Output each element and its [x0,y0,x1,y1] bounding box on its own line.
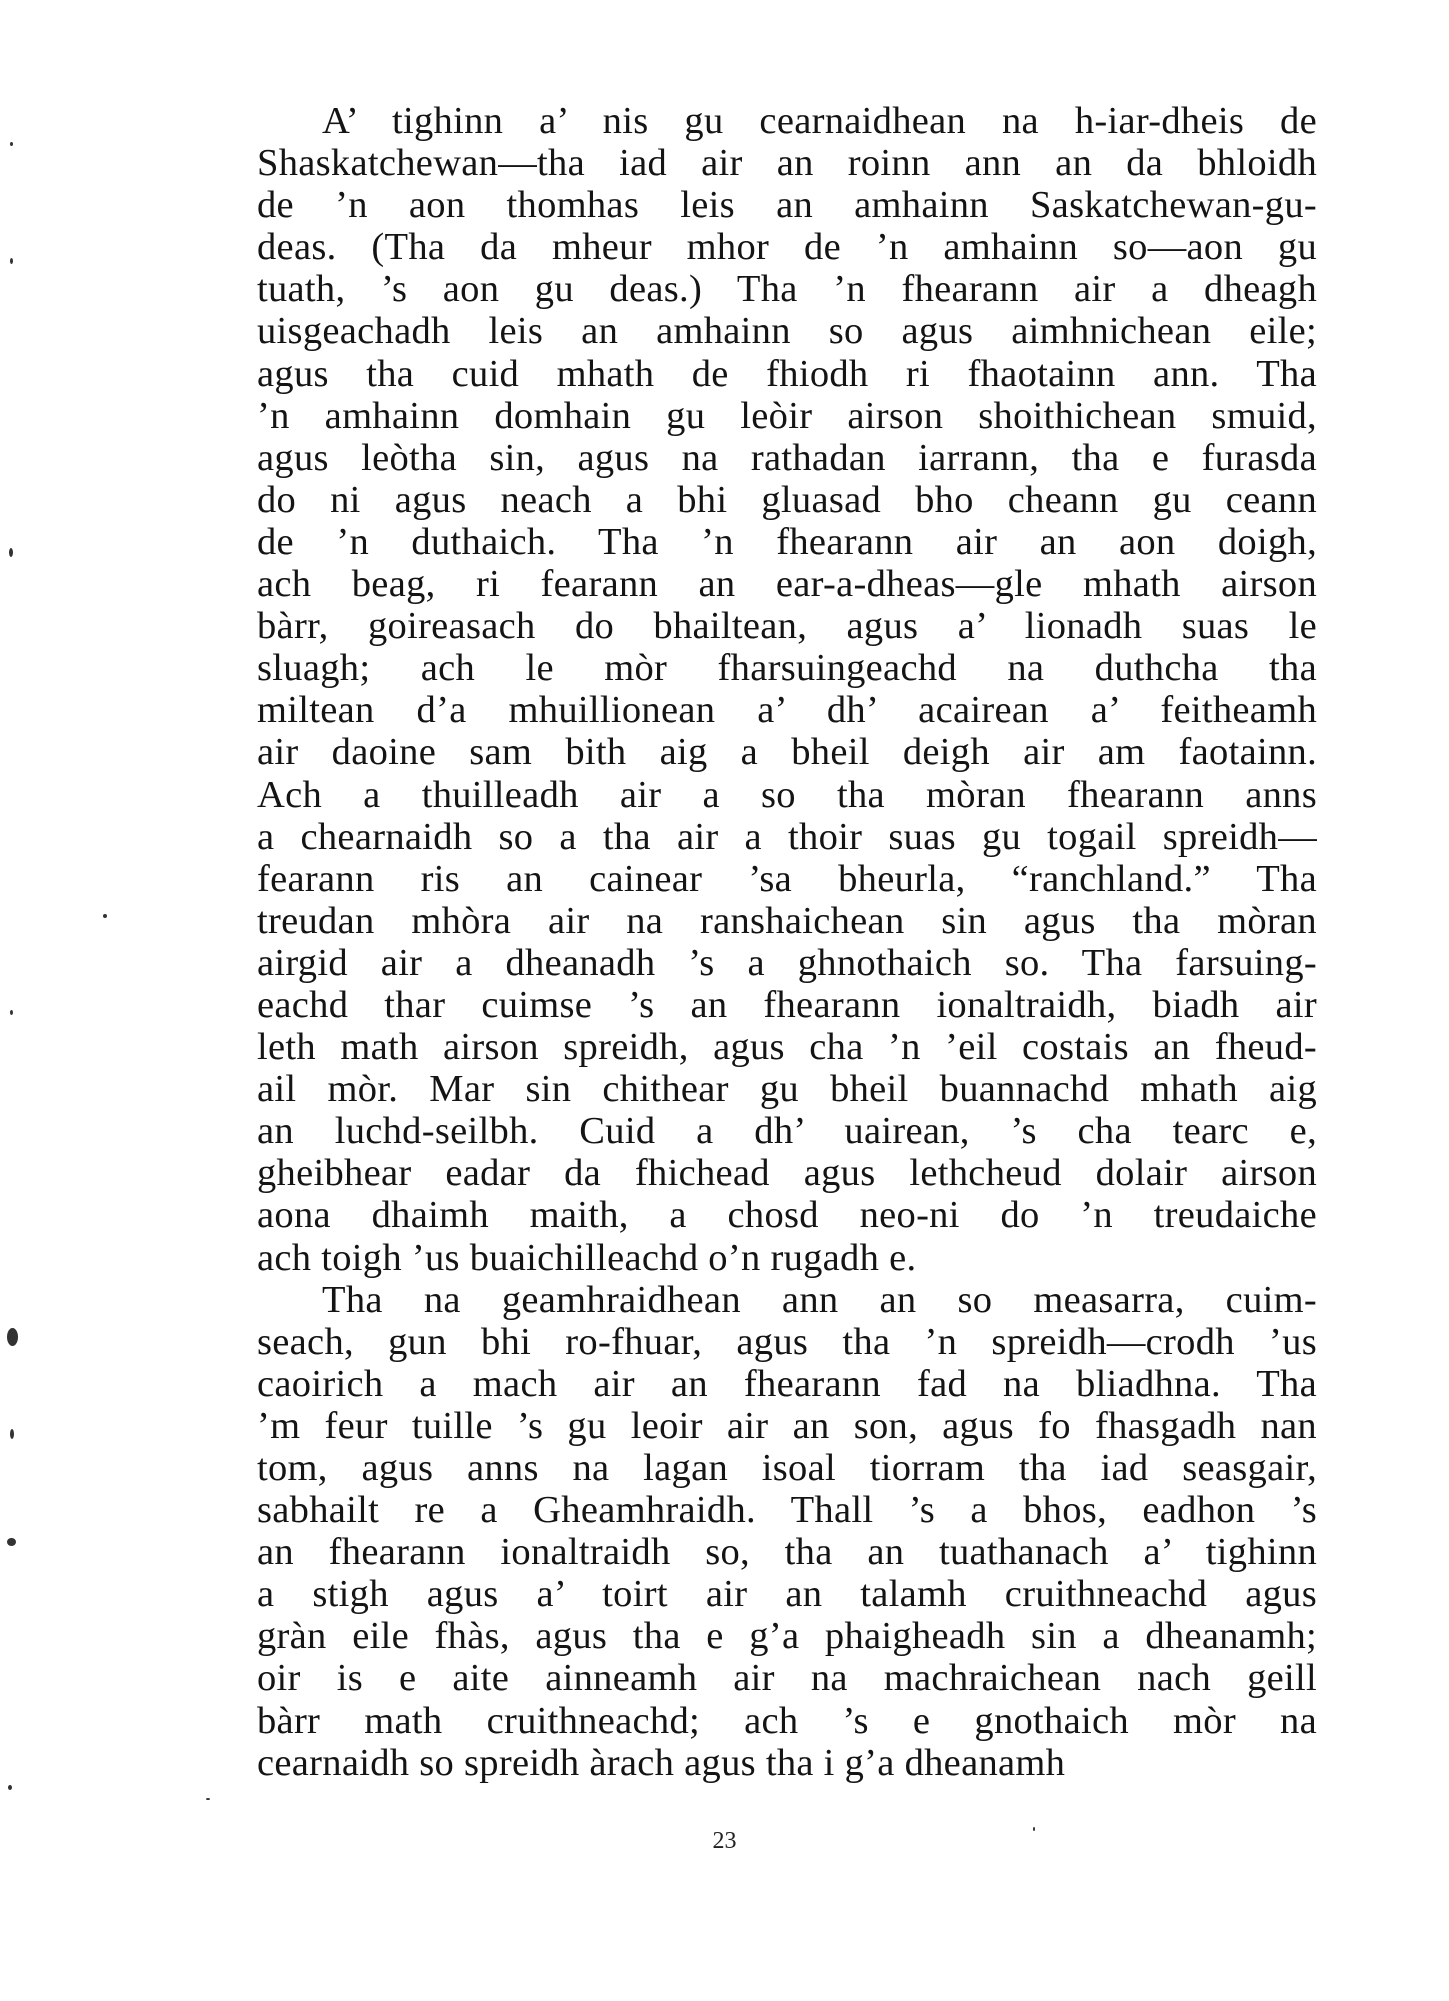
text-line: air daoine sam bith aig a bheil deigh air am faotainn. [257,731,1317,774]
text-line: airgid air a dheanadh ’s a ghnothaich so. Tha farsuing- [257,941,1317,984]
margin-speck [10,1010,13,1015]
text-line: bàrr math cruithneachd; ach ’s e gnothaich mòr na [257,1699,1317,1742]
text-line: gheibhear eadar da fhichead agus lethcheud dolair airson [257,1152,1317,1195]
text-line: aona dhaimh maith, a chosd neo-ni do ’n treudaiche [257,1194,1317,1237]
text-line: sluagh; ach le mòr fharsuingeachd na duthcha tha [257,647,1317,690]
text-line: uisgeachadh leis an amhainn so agus aimhnichean eile; [257,310,1317,353]
margin-speck [1033,1827,1035,1831]
text-line: seach, gun bhi ro-fhuar, agus tha ’n spreidh—crodh ’us [257,1320,1317,1363]
margin-speck [7,1538,16,1546]
text-line: a chearnaidh so a tha air a thoir suas gu togail spreidh— [257,815,1317,858]
text-line: bàrr, goireasach do bhailtean, agus a’ lionadh suas le [257,605,1317,648]
text-line: de ’n aon thomhas leis an amhainn Saskatchewan-gu- [257,184,1317,227]
text-line: leth math airson spreidh, agus cha ’n ’eil costais an fheud- [257,1026,1317,1069]
text-line: Shaskatchewan—tha iad air an roinn ann an da bhloidh [257,142,1317,185]
text-line: oir is e aite ainneamh air na machraichean nach geill [257,1657,1317,1700]
text-line: treudan mhòra air na ranshaichean sin agus tha mòran [257,899,1317,942]
text-line: Tha na geamhraidhean ann an so measarra, cuim- [322,1278,1317,1321]
text-line: cearnaidh so spreidh àrach agus tha i g’a dheanamh [257,1741,1066,1784]
text-line: do ni agus neach a bhi gluasad bho cheann gu ceann [257,478,1317,521]
margin-speck [8,1785,12,1790]
text-line: tuath, ’s aon gu deas.) Tha ’n fhearann air a dheagh [257,268,1317,311]
margin-speck [10,1429,14,1439]
text-line: de ’n duthaich. Tha ’n fhearann air an aon doigh, [257,520,1317,563]
text-line: agus leòtha sin, agus na rathadan iarrann, tha e furasda [257,436,1317,479]
text-line: a stigh agus a’ toirt air an talamh cruithneachd agus [257,1573,1317,1616]
text-line: ach toigh ’us buaichilleachd o’n rugadh e. [257,1236,917,1279]
text-line: ach beag, ri fearann an ear-a-dheas—gle mhath airson [257,563,1317,606]
text-line: ’n amhainn domhain gu leòir airson shoithichean smuid, [257,394,1317,437]
text-line: agus tha cuid mhath de fhiodh ri fhaotainn ann. Tha [257,352,1317,395]
text-line: deas. (Tha da mheur mhor de ’n amhainn so—aon gu [257,226,1317,269]
text-line: an luchd-seilbh. Cuid a dh’ uairean, ’s cha tearc e, [257,1110,1317,1153]
page-number: 23 [712,1828,737,1854]
text-line: ail mòr. Mar sin chithear gu bheil buannachd mhath aig [257,1068,1317,1111]
text-line: gràn eile fhàs, agus tha e g’a phaigheadh sin a dheanamh; [257,1615,1317,1658]
text-line: an fhearann ionaltraidh so, tha an tuathanach a’ tighinn [257,1531,1317,1574]
margin-speck [10,142,13,146]
text-line: tom, agus anns na lagan isoal tiorram tha iad seasgair, [257,1447,1317,1489]
text-line: miltean d’a mhuillionean a’ dh’ acairean a’ feitheamh [257,689,1317,732]
text-line: fearann ris an cainear ’sa bheurla, “ranchland.” Tha [257,857,1317,900]
text-line: ’m feur tuille ’s gu leoir air an son, agus fo fhasgadh nan [257,1404,1317,1447]
margin-speck [103,914,107,918]
margin-speck [7,1328,18,1346]
paragraph [257,100,1317,1279]
body-text [257,100,1317,1784]
text-line: sabhailt re a Gheamhraidh. Thall ’s a bhos, eadhon ’s [257,1489,1317,1532]
margin-speck [9,548,13,557]
text-line: A’ tighinn a’ nis gu cearnaidhean na h-iar-dheis de [322,100,1317,142]
margin-speck [206,1798,210,1800]
paragraph [257,1279,1317,1784]
text-line: caoirich a mach air an fhearann fad na bliadhna. Tha [257,1362,1317,1405]
text-line: eachd thar cuimse ’s an fhearann ionaltraidh, biadh air [257,983,1317,1026]
text-line: Ach a thuilleadh air a so tha mòran fhearann anns [257,773,1317,816]
margin-speck [10,258,13,264]
